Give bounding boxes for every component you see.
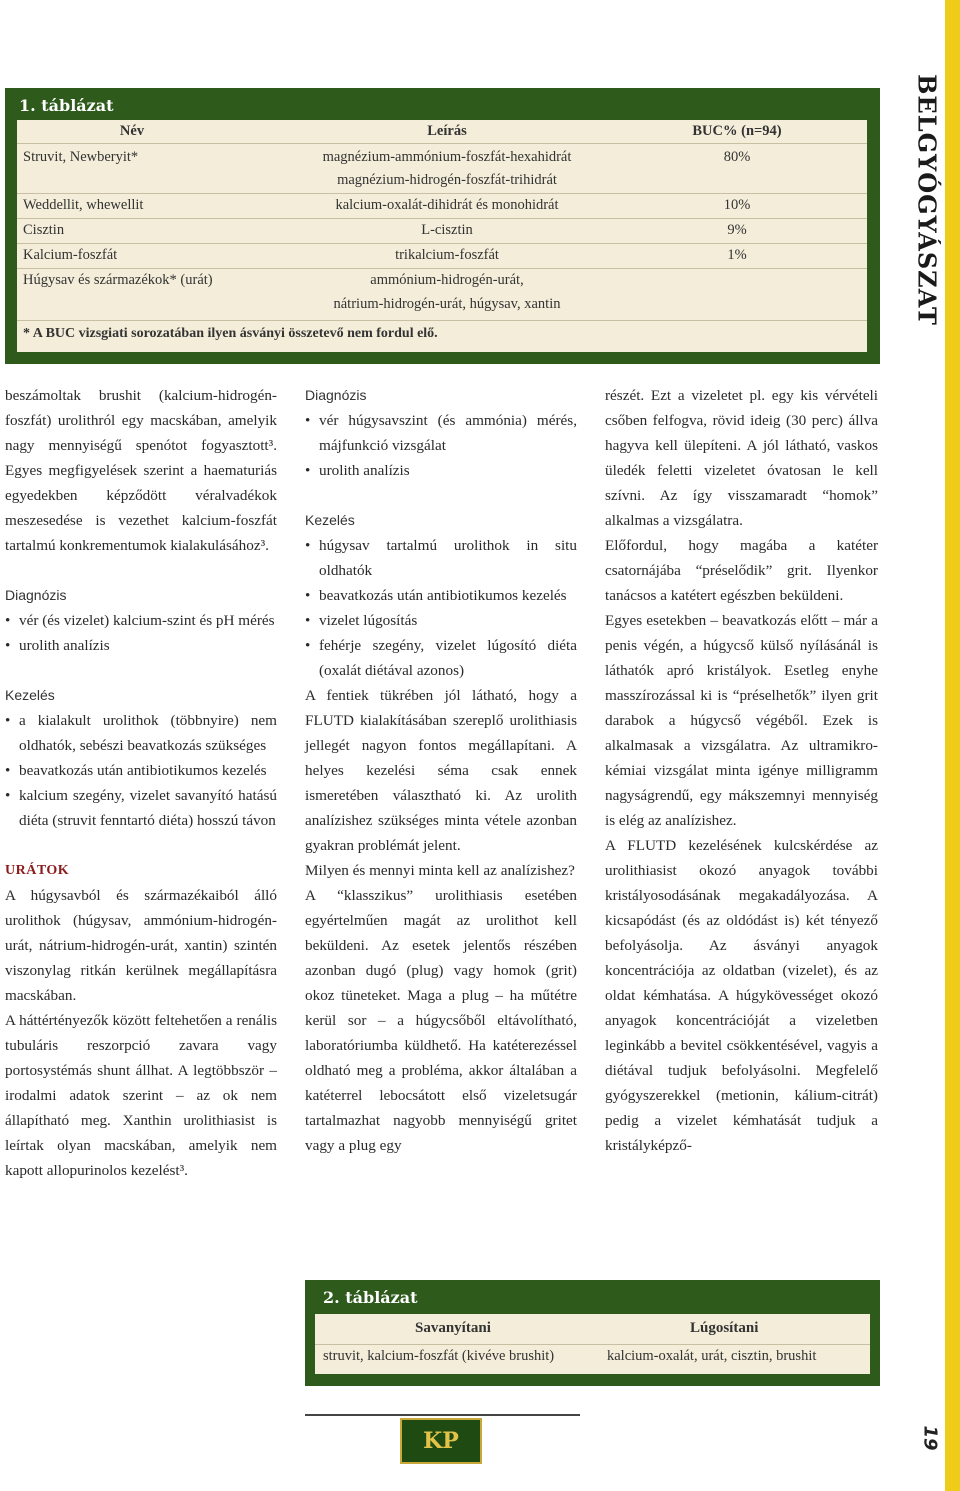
text-column-3 bbox=[605, 383, 878, 1158]
text-column-2 bbox=[305, 383, 577, 1158]
text-column-1 bbox=[5, 383, 277, 1183]
paragraph: A “klasszikus” urolithiasis esetében egyértelműen magát az urolithot kell beküldeni. Az esetek jelentős részében azonban dugó (plug) vagy homok (grit) okoz tüneteket. Maga a plug – ha műtétre kerül sor – a húgycsőből eltávolítható, laboratóriumba küldhető. Ha katéterezéssel oldható meg a probléma, akkor általában a katéterrel lebocsátott első vizeletsugár tartalmazhat nagyobb mennyiségű gritet vagy a plug egy bbox=[305, 887, 577, 1154]
paragraph: beszámoltak brushit (kalcium-hidrogén-foszfát) urolithról egy macskában, amelyik nagy mennyiségű spenótot fogyasztott³. Egyes megfigyelések szerint a haematuriás egyedekben képződött véralvadékok meszesedése is vezethet kalcium-foszfát tartalmú konkrementumok kialakulásához³. bbox=[5, 387, 277, 554]
table-row bbox=[17, 268, 867, 293]
table-divider bbox=[315, 1344, 870, 1345]
table-row-continuation bbox=[17, 168, 867, 193]
table-1-body bbox=[17, 120, 867, 352]
list-item: • vér (és vizelet) kalcium-szint és pH mérés bbox=[5, 608, 277, 633]
cell-name: Weddellit, whewellit bbox=[23, 197, 144, 213]
paragraph: Előfordul, hogy magába a katéter csatornájába “préselődik” grit. Ilyenkor tanácsos a katétert egészben beküldeni. bbox=[605, 537, 878, 604]
table-1 bbox=[5, 88, 880, 364]
list-item: • vizelet lúgosítás bbox=[305, 608, 577, 633]
table-2 bbox=[305, 1280, 880, 1386]
paragraph: A FLUTD kezelésének kulcskérdése az urolithiasist okozó anyagok további kristályosodásának megakadályozása. A kicsapódást (és az oldódást is) két tényező befolyásolja. Az ásványi anyagok koncentrációja az oldatban (vizelet), és az oldat kémhatása. A húgykövességet okozó anyagok koncentrációját a vizeletben leginkább a bevitel csökkentésével, vagyis a diétával tudjuk befolyásolni. Megfelelő gyógyszerekkel (metionin, kálium-citrát) pedig a vizelet kémhatását tudjuk a kristályképző- bbox=[605, 837, 878, 1154]
section-title-vertical: BELGYÓGYÁSZAT bbox=[912, 74, 942, 326]
cell-description: trikalcium-foszfát bbox=[395, 247, 499, 263]
table-2-title: 2. táblázat bbox=[323, 1288, 418, 1307]
cell-buc: 1% bbox=[727, 247, 747, 263]
list-item: • urolith analízis bbox=[305, 458, 577, 483]
table-row-continuation bbox=[17, 292, 867, 317]
treatment-heading: Kezelés bbox=[5, 687, 55, 703]
header-description: Leírás bbox=[427, 123, 467, 139]
header-name: Név bbox=[119, 123, 145, 139]
table-row bbox=[17, 243, 867, 268]
header-buc: BUC% (n=94) bbox=[692, 123, 782, 139]
cell-name: Kalcium-foszfát bbox=[23, 247, 118, 263]
table-row bbox=[17, 218, 867, 243]
table-divider bbox=[17, 143, 867, 144]
cell-description: magnézium-hidrogén-foszfát-trihidrát bbox=[337, 172, 557, 188]
table-1-title: 1. táblázat bbox=[19, 96, 114, 115]
paragraph: Egyes esetekben – beavatkozás előtt – már a penis végén, a húgycső külső nyílásánál is láthatók apró kristályok. Esetleg enyhe masszírozással ki is “préselhetők” ilyen grit darabok a húgycső végéből. Ezek is alkalmasak a vizsgálatra. Az ultramikro-kémiai vizsgálat minta igénye milligramm nagyságrendű, egy mákszemnyi mennyiség is elég az analízishez. bbox=[605, 612, 878, 829]
cell-alkalize: kalcium-oxalát, urát, cisztin, brushit bbox=[607, 1348, 817, 1364]
footer-rule bbox=[305, 1414, 580, 1416]
cell-description: magnézium-ammónium-foszfát-hexahidrát bbox=[322, 149, 572, 165]
paragraph: A húgysavból és származékaiból álló urolithok (húgysav, ammónium-hidrogén-urát, nátrium-hidrogén-urát, xantin) szintén viszonylag ritkán kerülnek megállapításra macskában. bbox=[5, 887, 277, 1004]
header-alkalize: Lúgosítani bbox=[690, 1320, 759, 1336]
paragraph: részét. Ezt a vizeletet pl. egy kis vérvételi csőben felfogva, rövid ideig (30 perc) állva hagyva kell ülepíteni. A jól látható, vaskos üledék feletti vizeletet óvatosan le kell szívni. Az így visszamaradt “homok” alkalmas a vizsgálatra. bbox=[605, 387, 878, 529]
section-heading-uratok: URÁTOK bbox=[5, 863, 70, 878]
table-row bbox=[17, 193, 867, 218]
list-item: • beavatkozás után antibiotikumos kezelés bbox=[305, 583, 577, 608]
cell-description: ammónium-hidrogén-urát, bbox=[370, 272, 524, 288]
cell-description: kalcium-oxalát-dihidrát és monohidrát bbox=[335, 197, 559, 213]
treatment-heading: Kezelés bbox=[305, 512, 355, 528]
diagnosis-list bbox=[305, 408, 577, 483]
list-item: • beavatkozás után antibiotikumos kezelés bbox=[5, 758, 277, 783]
paragraph: Milyen és mennyi minta kell az analízishez? bbox=[305, 862, 575, 879]
treatment-list bbox=[305, 533, 577, 683]
page-number: 19 bbox=[919, 1425, 941, 1451]
list-item: • a kialakult urolithok (többnyire) nem oldhatók, sebészi beavatkozás szükséges bbox=[5, 708, 277, 758]
diagnosis-heading: Diagnózis bbox=[5, 587, 67, 603]
cell-description: L-cisztin bbox=[421, 222, 473, 238]
cell-name: Struvit, Newberyit* bbox=[23, 149, 139, 165]
table-1-footnote: * A BUC vizsgiati sorozatában ilyen ásványi összetevő nem fordul elő. bbox=[23, 326, 438, 341]
cell-buc: 80% bbox=[723, 149, 751, 165]
list-item: • fehérje szegény, vizelet lúgosító diéta (oxalát diétával azonos) bbox=[305, 633, 577, 683]
table-2-body bbox=[315, 1314, 870, 1374]
diagnosis-heading: Diagnózis bbox=[305, 387, 367, 403]
cell-description: nátrium-hidrogén-urát, húgysav, xantin bbox=[333, 296, 561, 312]
table-divider bbox=[17, 320, 867, 321]
publisher-logo: KP bbox=[400, 1418, 482, 1464]
paragraph: A fentiek tükrében jól látható, hogy a FLUTD kialakításában szereplő urolithiasis jellegét nagyon fontos megállapítani. A helyes kezelési séma csak ennek ismeretében választható ki. Az urolith analízishez szükséges minta vétele azonban gyakran problémát jelent. bbox=[305, 687, 577, 854]
list-item: • húgysav tartalmú urolithok in situ oldhatók bbox=[305, 533, 577, 583]
cell-acidify: struvit, kalcium-foszfát (kivéve brushit) bbox=[323, 1348, 555, 1364]
paragraph: A háttértényezők között feltehetően a renális tubuláris reszorpció zavara vagy portosystémás shunt állhat. A legtöbbször – irodalmi adatok szerint – az ok nem állapítható meg. Xanthin urolithiasist is leírtak olyan macskában, amelyik nem kapott allopurinolos kezelést³. bbox=[5, 1012, 277, 1179]
cell-name: Cisztin bbox=[23, 222, 65, 238]
table-1-header bbox=[17, 120, 867, 142]
diagnosis-list bbox=[5, 608, 277, 658]
treatment-list bbox=[5, 708, 277, 833]
cell-buc: 9% bbox=[727, 222, 747, 238]
header-acidify: Savanyítani bbox=[415, 1320, 491, 1336]
list-item: • vér húgysavszint (és ammónia) mérés, májfunkció vizsgálat bbox=[305, 408, 577, 458]
cell-buc: 10% bbox=[723, 197, 751, 213]
list-item: • urolith analízis bbox=[5, 633, 277, 658]
cell-name: Húgysav és származékok* (urát) bbox=[23, 272, 213, 288]
table-row bbox=[17, 145, 867, 170]
list-item: • kalcium szegény, vizelet savanyító hatású diéta (struvit fenntartó diéta) hosszú távon bbox=[5, 783, 277, 833]
